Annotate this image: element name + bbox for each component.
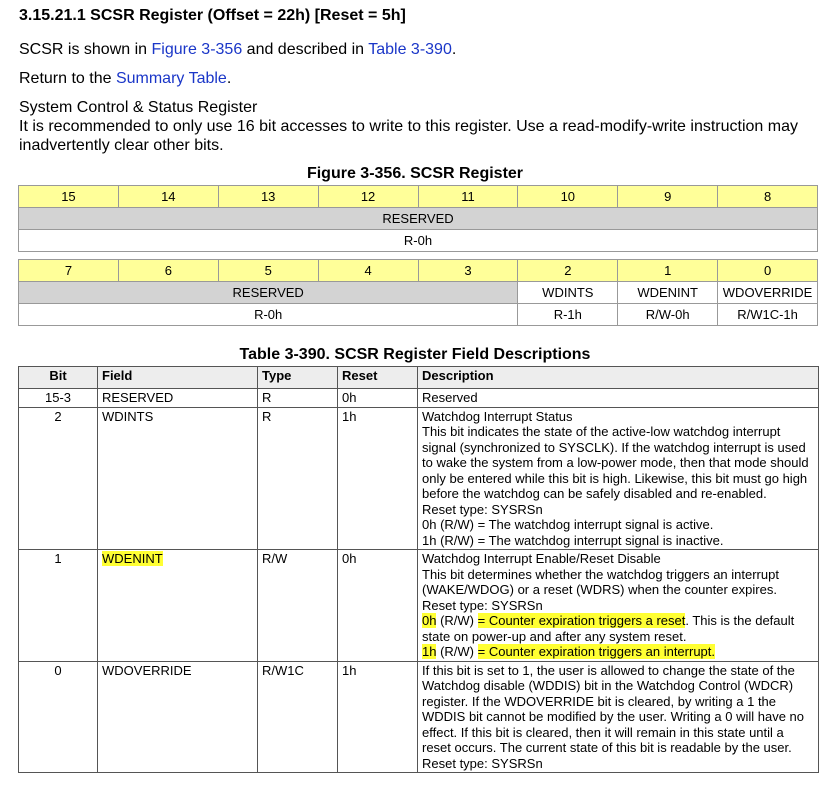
summary-table-link[interactable]: Summary Table: [115, 70, 227, 87]
figure-link[interactable]: Figure 3-356: [151, 41, 243, 58]
bit-number: 8: [718, 186, 818, 208]
cell-field: WDINTS: [98, 407, 258, 550]
bit-number: 3: [418, 260, 518, 282]
bit-number: 14: [118, 186, 218, 208]
cell-description: [418, 550, 819, 662]
opt0-rest: . This is the default state on power-up and after any system reset.: [422, 613, 795, 644]
desc-line: Watchdog Interrupt Status: [422, 408, 573, 424]
desc-line: Watchdog Interrupt Enable/Reset Disable: [422, 551, 661, 566]
intro-prefix: SCSR is shown in: [19, 41, 152, 58]
table-row: [19, 661, 819, 773]
opt0-value-highlight: 0h: [422, 613, 437, 628]
header-field: Field: [98, 367, 258, 389]
bit-number-row-upper: [19, 186, 818, 208]
table-header-row: [19, 367, 819, 389]
opt0-mode: (R/W): [436, 613, 478, 628]
bit-number: 12: [318, 186, 418, 208]
desc-line: This bit determines whether the watchdog triggers an interrupt (WAKE/WDOG) or a reset (WDRS) when the counter expires.: [422, 566, 779, 597]
cell-reset: 1h: [338, 661, 418, 773]
cell-type: R/W: [258, 550, 338, 662]
cell-type: R/W1C: [258, 661, 338, 773]
cell-bit: 0: [19, 661, 98, 773]
bit-number: 13: [218, 186, 318, 208]
cell-bit: 2: [19, 407, 98, 550]
register-title: System Control & Status Register: [19, 99, 258, 116]
opt0-text-highlight: = Counter expiration triggers a reset: [477, 613, 686, 628]
cell-bit: 15-3: [19, 389, 98, 408]
field-wdenint: WDENINT: [618, 282, 718, 304]
field-wdints: WDINTS: [518, 282, 618, 304]
header-description: Description: [418, 367, 819, 389]
desc-line: 0h (R/W) = The watchdog interrupt signal is active.: [422, 517, 714, 532]
cell-description: [418, 389, 819, 408]
bit-number: 11: [418, 186, 518, 208]
field-descriptions-table: [18, 366, 819, 773]
bit-number: 4: [318, 260, 418, 282]
bit-number: 5: [218, 260, 318, 282]
bit-number: 1: [618, 260, 718, 282]
bit-number: 7: [19, 260, 119, 282]
desc-line: 1h (R/W) = The watchdog interrupt signal is inactive.: [422, 532, 724, 548]
field-name-highlight: WDENINT: [102, 551, 163, 566]
table-caption: Table 3-390. SCSR Register Field Descriptions: [239, 346, 591, 363]
bit-number: 9: [618, 186, 718, 208]
cell-field: [98, 550, 258, 662]
desc-line: Reset type: SYSRSn: [422, 597, 543, 613]
field-wdoverride: WDOVERRIDE: [718, 282, 818, 304]
cell-bit: 1: [19, 550, 98, 662]
bit-number-row-lower: [19, 260, 818, 282]
figure-caption: Figure 3-356. SCSR Register: [306, 165, 524, 182]
header-type: Type: [258, 367, 338, 389]
table-link[interactable]: Table 3-390: [368, 41, 452, 58]
register-note-line2: inadvertently clear other bits.: [19, 137, 224, 154]
cell-description: [418, 407, 819, 550]
opt1-mode: (R/W): [436, 644, 478, 659]
cell-field: WDOVERRIDE: [98, 661, 258, 773]
desc-option-0: [422, 613, 814, 644]
bit-number: 15: [19, 186, 119, 208]
cell-reset: 0h: [338, 389, 418, 408]
header-bit: Bit: [19, 367, 98, 389]
reset-value-upper: R-0h: [19, 230, 818, 252]
cell-field: RESERVED: [98, 389, 258, 408]
bit-number: 0: [718, 260, 818, 282]
desc-line: Reserved: [422, 390, 478, 405]
intro-paragraph: [19, 40, 456, 59]
section-heading: 3.15.21.1 SCSR Register (Offset = 22h) [Reset = 5h]: [19, 7, 406, 24]
register-figure-lower: [18, 259, 818, 326]
reset-wdints: R-1h: [518, 304, 618, 326]
desc-line: This bit indicates the state of the active-low watchdog interrupt signal (synchronized to SYSCLK). If the watchdog interrupt is used to wake the system from a low-power mode, then that mode should only be entered while this bit is high. Likewise, this bit must go high before the watchdog can be safely disabled and re-enabled.: [422, 424, 809, 501]
reset-wdenint: R/W-0h: [618, 304, 718, 326]
intro-middle: and described in: [242, 41, 369, 58]
table-row: [19, 407, 819, 550]
reset-reserved-lower: R-0h: [19, 304, 518, 326]
desc-line: If this bit is set to 1, the user is allowed to change the state of the Watchdog disable (WDDIS) bit in the Watchdog Control (WDCR) register. If the WDOVERRIDE bit is cleared, by writing a 1 the WDDIS bit cannot be modified by the user. Writing a 0 will have no effect. If this bit is cleared, then it will remain in this state until a reset occurs. The current state of this bit is readable by the user.: [422, 662, 805, 755]
bit-number: 6: [118, 260, 218, 282]
table-row: [19, 550, 819, 662]
opt1-text-highlight: = Counter expiration triggers an interrupt.: [477, 644, 716, 659]
cell-type: R: [258, 389, 338, 408]
field-reserved-upper: RESERVED: [19, 208, 818, 230]
return-suffix: .: [226, 70, 232, 87]
desc-line: Reset type: SYSRSn: [422, 755, 543, 771]
cell-description: [418, 661, 819, 773]
desc-line: Reset type: SYSRSn: [422, 501, 543, 517]
desc-option-1: [422, 644, 814, 660]
cell-reset: 0h: [338, 550, 418, 662]
reset-wdoverride: R/W1C-1h: [718, 304, 818, 326]
bit-number: 10: [518, 186, 618, 208]
table-row: [19, 389, 819, 408]
return-paragraph: [19, 69, 231, 88]
header-reset: Reset: [338, 367, 418, 389]
field-reserved-lower: RESERVED: [19, 282, 518, 304]
cell-type: R: [258, 407, 338, 550]
bit-number: 2: [518, 260, 618, 282]
opt1-value-highlight: 1h: [422, 644, 437, 659]
register-note-line1: It is recommended to only use 16 bit accesses to write to this register. Use a read-modify-write instruction may: [19, 118, 798, 135]
cell-reset: 1h: [338, 407, 418, 550]
return-prefix: Return to the: [19, 70, 116, 87]
intro-suffix: .: [451, 41, 457, 58]
register-figure-upper: [18, 185, 818, 252]
